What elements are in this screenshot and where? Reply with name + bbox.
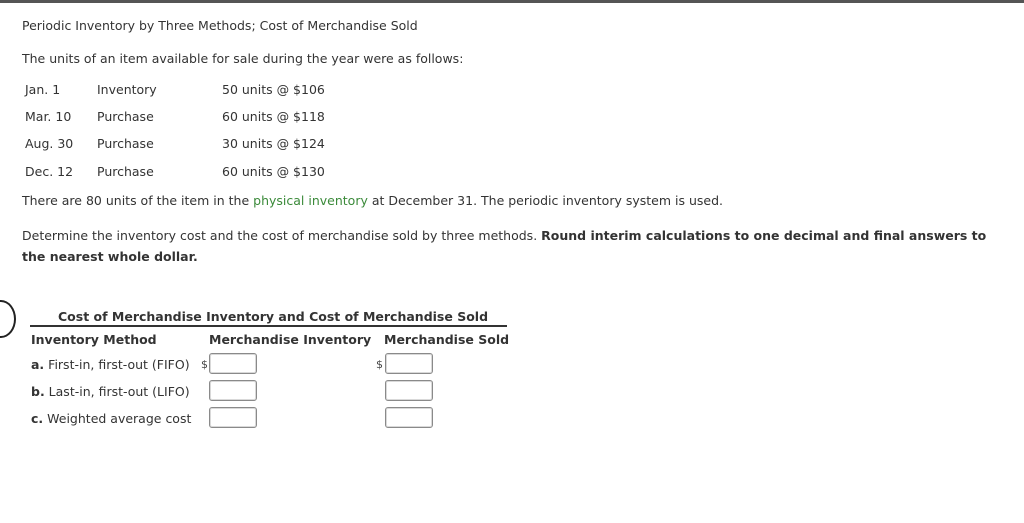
physical-inventory-statement <box>22 193 723 208</box>
inventory-kind: Purchase <box>97 109 154 124</box>
inventory-date: Dec. 12 <box>25 164 74 179</box>
inventory-date: Jan. 1 <box>25 82 61 97</box>
row-prefix: c. <box>31 411 44 426</box>
inventory-qty: 30 units @ $124 <box>222 136 325 151</box>
row-label: Last-in, first-out (LIFO) <box>44 384 190 399</box>
inventory-date: Mar. 10 <box>25 109 72 124</box>
inventory-kind: Purchase <box>97 136 154 151</box>
currency-symbol: $ <box>376 358 383 371</box>
step-indicator-icon <box>0 300 16 338</box>
table-title: Cost of Merchandise Inventory and Cost of Merchandise Sold <box>58 309 489 324</box>
inventory-kind: Purchase <box>97 164 154 179</box>
inventory-qty: 60 units @ $130 <box>222 164 325 179</box>
inventory-qty: 50 units @ $106 <box>222 82 325 97</box>
lifo-inventory-input[interactable] <box>209 380 257 401</box>
lifo-sold-input[interactable] <box>385 380 433 401</box>
row-prefix: b. <box>31 384 45 399</box>
instruction-bold-text: Round interim calculations to one decimal and final answers to the nearest whole dollar. <box>22 228 987 264</box>
instructions <box>22 225 997 267</box>
inventory-kind: Inventory <box>97 82 157 97</box>
physical-text-before: There are 80 units of the item in the <box>22 193 254 208</box>
problem-title: Periodic Inventory by Three Methods; Cost of Merchandise Sold <box>22 18 418 33</box>
top-border <box>0 0 1024 3</box>
inventory-date: Aug. 30 <box>25 136 74 151</box>
inventory-qty: 60 units @ $118 <box>222 109 325 124</box>
physical-inventory-link[interactable]: physical inventory <box>253 193 368 208</box>
column-header-method: Inventory Method <box>31 332 157 347</box>
row-label: First-in, first-out (FIFO) <box>44 357 190 372</box>
fifo-inventory-input[interactable] <box>209 353 257 374</box>
problem-intro: The units of an item available for sale during the year were as follows: <box>22 51 464 66</box>
table-row-label-weighted-average <box>31 411 191 426</box>
fifo-sold-input[interactable] <box>385 353 433 374</box>
row-prefix: a. <box>31 357 45 372</box>
currency-symbol: $ <box>201 358 208 371</box>
column-header-sold: Merchandise Sold <box>384 332 510 347</box>
physical-text-after: at December 31. The periodic inventory system is used. <box>367 193 723 208</box>
table-row-label-lifo <box>31 384 190 399</box>
table-divider <box>30 325 507 327</box>
weighted-average-sold-input[interactable] <box>385 407 433 428</box>
row-label: Weighted average cost <box>43 411 192 426</box>
weighted-average-inventory-input[interactable] <box>209 407 257 428</box>
table-row-label-fifo <box>31 357 190 372</box>
column-header-inventory: Merchandise Inventory <box>209 332 372 347</box>
instruction-text: Determine the inventory cost and the cost of merchandise sold by three methods. <box>22 228 542 243</box>
